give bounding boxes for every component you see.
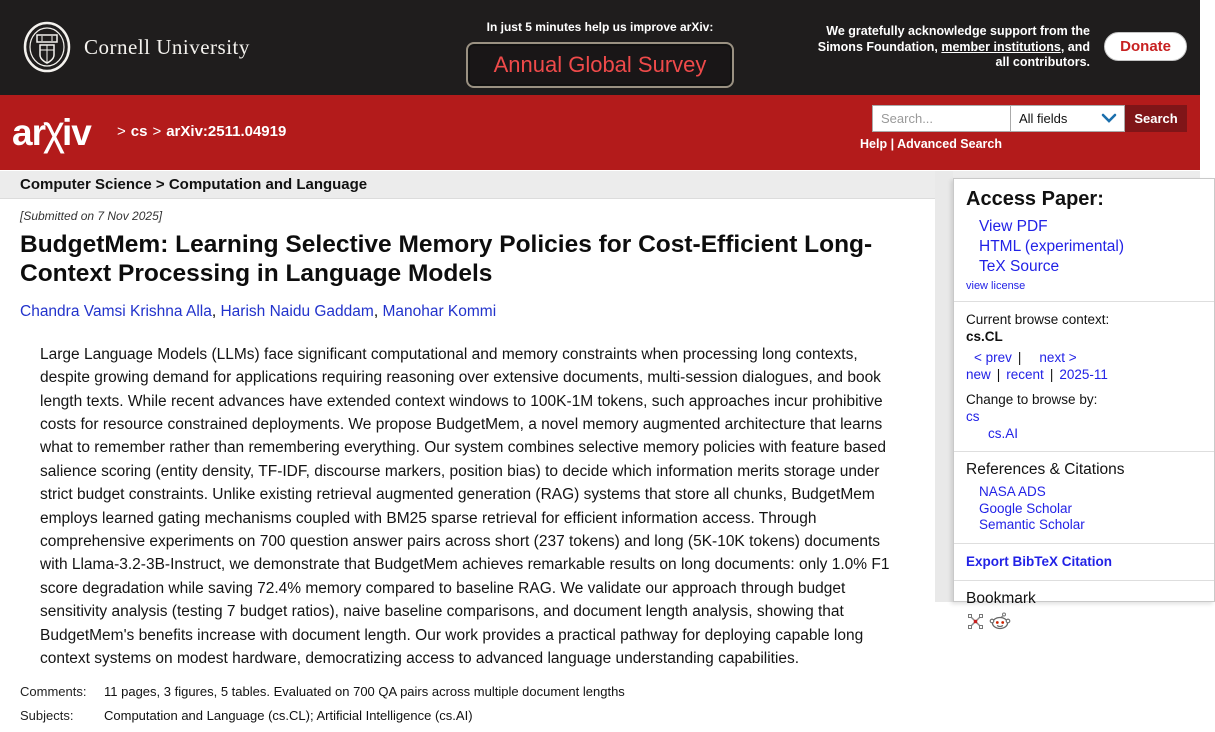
access-paper-section xyxy=(954,179,1214,302)
category-section[interactable]: Computer Science xyxy=(20,176,152,193)
subjects-row xyxy=(20,708,935,723)
support-text-1: We gratefully acknowledge support from the xyxy=(826,24,1090,38)
authors-line xyxy=(20,303,935,321)
metadata-table xyxy=(20,684,935,723)
subjects-value: Computation and Language (cs.CL); Artificial Intelligence (cs.AI) xyxy=(104,707,473,723)
html-experimental-link[interactable]: HTML (experimental) xyxy=(979,238,1124,255)
prev-link[interactable]: < prev xyxy=(974,350,1012,365)
help-link[interactable]: Help xyxy=(860,137,888,151)
google-scholar-link[interactable]: Google Scholar xyxy=(979,500,1073,516)
bookmark-title: Bookmark xyxy=(966,589,1036,607)
search-input[interactable] xyxy=(872,105,1010,132)
donate-button[interactable]: Donate xyxy=(1104,32,1187,61)
chevron-down-icon xyxy=(1102,114,1116,123)
paper-title: BudgetMem: Learning Selective Memory Policies for Cost-Efficient Long-Context Processing in Language Models xyxy=(20,231,873,287)
member-institutions-link[interactable]: member institutions xyxy=(941,39,1061,54)
next-link[interactable]: next > xyxy=(1039,350,1077,365)
subjects-label: Subjects: xyxy=(20,707,74,723)
change-browse-label: Change to browse by: xyxy=(966,392,1098,407)
top-banner xyxy=(0,0,1200,95)
sidebar-gutter xyxy=(935,171,953,602)
author-link[interactable]: Chandra Vamsi Krishna Alla xyxy=(20,302,212,320)
cornell-logo-icon xyxy=(22,21,72,73)
breadcrumb-sep: > xyxy=(117,123,126,140)
nasa-ads-link[interactable]: NASA ADS xyxy=(979,484,1046,499)
reddit-icon[interactable] xyxy=(989,612,1011,631)
breadcrumb-cs-link[interactable]: cs xyxy=(130,123,148,140)
sidebar xyxy=(953,178,1215,607)
pipe: | xyxy=(1017,350,1022,365)
support-acknowledgement xyxy=(805,24,1090,71)
search-field-select[interactable] xyxy=(1010,105,1125,132)
search-field-value: All fields xyxy=(1019,111,1068,126)
category-sep: > xyxy=(151,176,169,193)
cornell-brand[interactable] xyxy=(22,21,250,73)
submitted-date: [Submitted on 7 Nov 2025] xyxy=(20,209,163,223)
support-text-4: all contributors. xyxy=(995,55,1090,69)
new-link[interactable]: new xyxy=(966,367,991,382)
category-subsection: Computation and Language xyxy=(168,176,368,193)
browse-context-section xyxy=(954,302,1214,452)
author-link[interactable]: Harish Naidu Gaddam xyxy=(220,302,374,320)
survey-block xyxy=(390,20,810,88)
help-pipe: | xyxy=(890,137,895,151)
abstract-main xyxy=(0,200,935,732)
browse-cs-link[interactable]: cs xyxy=(966,409,980,424)
breadcrumb xyxy=(112,123,286,140)
month-link[interactable]: 2025-11 xyxy=(1059,367,1108,382)
comments-row xyxy=(20,684,935,699)
advanced-search-link[interactable]: Advanced Search xyxy=(897,137,1003,151)
browse-context-label: Current browse context: xyxy=(966,312,1110,327)
export-bibtex-section xyxy=(954,544,1214,581)
support-text-3: , and xyxy=(1060,39,1090,54)
arxiv-header xyxy=(0,95,1200,170)
browse-cs-ai-link[interactable]: cs.AI xyxy=(988,426,1019,441)
survey-prompt: In just 5 minutes help us improve arXiv: xyxy=(486,20,714,34)
author-link[interactable]: Manohar Kommi xyxy=(382,302,497,320)
comments-label: Comments: xyxy=(20,683,87,699)
arxiv-logo-ar: ar xyxy=(12,112,45,153)
comments-value: 11 pages, 3 figures, 5 tables. Evaluated on 700 QA pairs across multiple document lengths xyxy=(104,683,625,699)
bookmark-section xyxy=(954,581,1214,640)
references-title: References & Citations xyxy=(966,461,1125,478)
semantic-scholar-link[interactable]: Semantic Scholar xyxy=(979,517,1085,532)
search-button[interactable]: Search xyxy=(1125,105,1187,132)
view-license-link[interactable]: view license xyxy=(966,280,1026,292)
access-paper-title: Access Paper: xyxy=(966,188,1104,210)
arxiv-logo[interactable] xyxy=(12,107,91,155)
help-links xyxy=(860,137,1187,151)
export-bibtex-link[interactable]: Export BibTeX Citation xyxy=(966,553,1113,569)
breadcrumb-sep: > xyxy=(152,123,162,140)
view-pdf-link[interactable]: View PDF xyxy=(979,218,1048,235)
support-text-2: Simons Foundation, xyxy=(817,39,942,54)
arxiv-logo-chi: χ xyxy=(42,107,65,154)
breadcrumb-paper-id: arXiv:2511.04919 xyxy=(166,123,287,140)
browse-context-value: cs.CL xyxy=(966,329,1003,344)
arxiv-logo-iv: iv xyxy=(62,112,91,153)
abstract-text: Large Language Models (LLMs) face significant computational and memory constraints when processing long contexts, despite growing demand for applications requiring reasoning over extensive documents, multi-session dialogues, and book length texts. While recent advances have extended context windows to 100K-1M tokens, such approaches incur prohibitive costs for resource constrained deployments. We propose BudgetMem, a novel memory augmented architecture that learns what to remember rather than remembering everything. Our system combines selective memory policies with feature based salience scoring (entity density, TF-IDF, discourse markers, position bias) to decide which information merits storage under strict budget constraints. Unlike existing retrieval augmented generation (RAG) systems that store all chunks, BudgetMem employs learned gating mechanisms coupled with BM25 sparse retrieval for efficient information access. Through comprehensive experiments on 700 question answer pairs across short (237 tokens) and long (5K-10K tokens) documents with Llama-3.2-3B-Instruct, we demonstrate that BudgetMem achieves remarkable results on long documents: only 1.0% F1 score degradation while saving 72.4% memory compared to baseline RAG. We validate our approach through budget sensitivity analysis (testing 7 budget ratios), naive baseline comparisons, and document length analysis, showing that BudgetMem's benefits increase with document length. Our work provides a practical pathway for deploying capable long context systems on modest hardware, democratizing access to advanced language understanding capabilities. xyxy=(40,345,890,668)
author-sep: , xyxy=(211,302,221,320)
author-sep: , xyxy=(373,302,383,320)
recent-link[interactable]: recent xyxy=(1006,367,1044,382)
annual-global-survey-button[interactable]: Annual Global Survey xyxy=(466,42,735,88)
pipe: | xyxy=(996,367,1001,382)
search-bar xyxy=(872,105,1187,132)
tex-source-link[interactable]: TeX Source xyxy=(979,258,1060,275)
bibsonomy-icon[interactable] xyxy=(966,612,985,631)
pipe: | xyxy=(1049,367,1054,382)
cornell-university-label: Cornell University xyxy=(84,34,250,59)
references-section xyxy=(954,452,1214,544)
